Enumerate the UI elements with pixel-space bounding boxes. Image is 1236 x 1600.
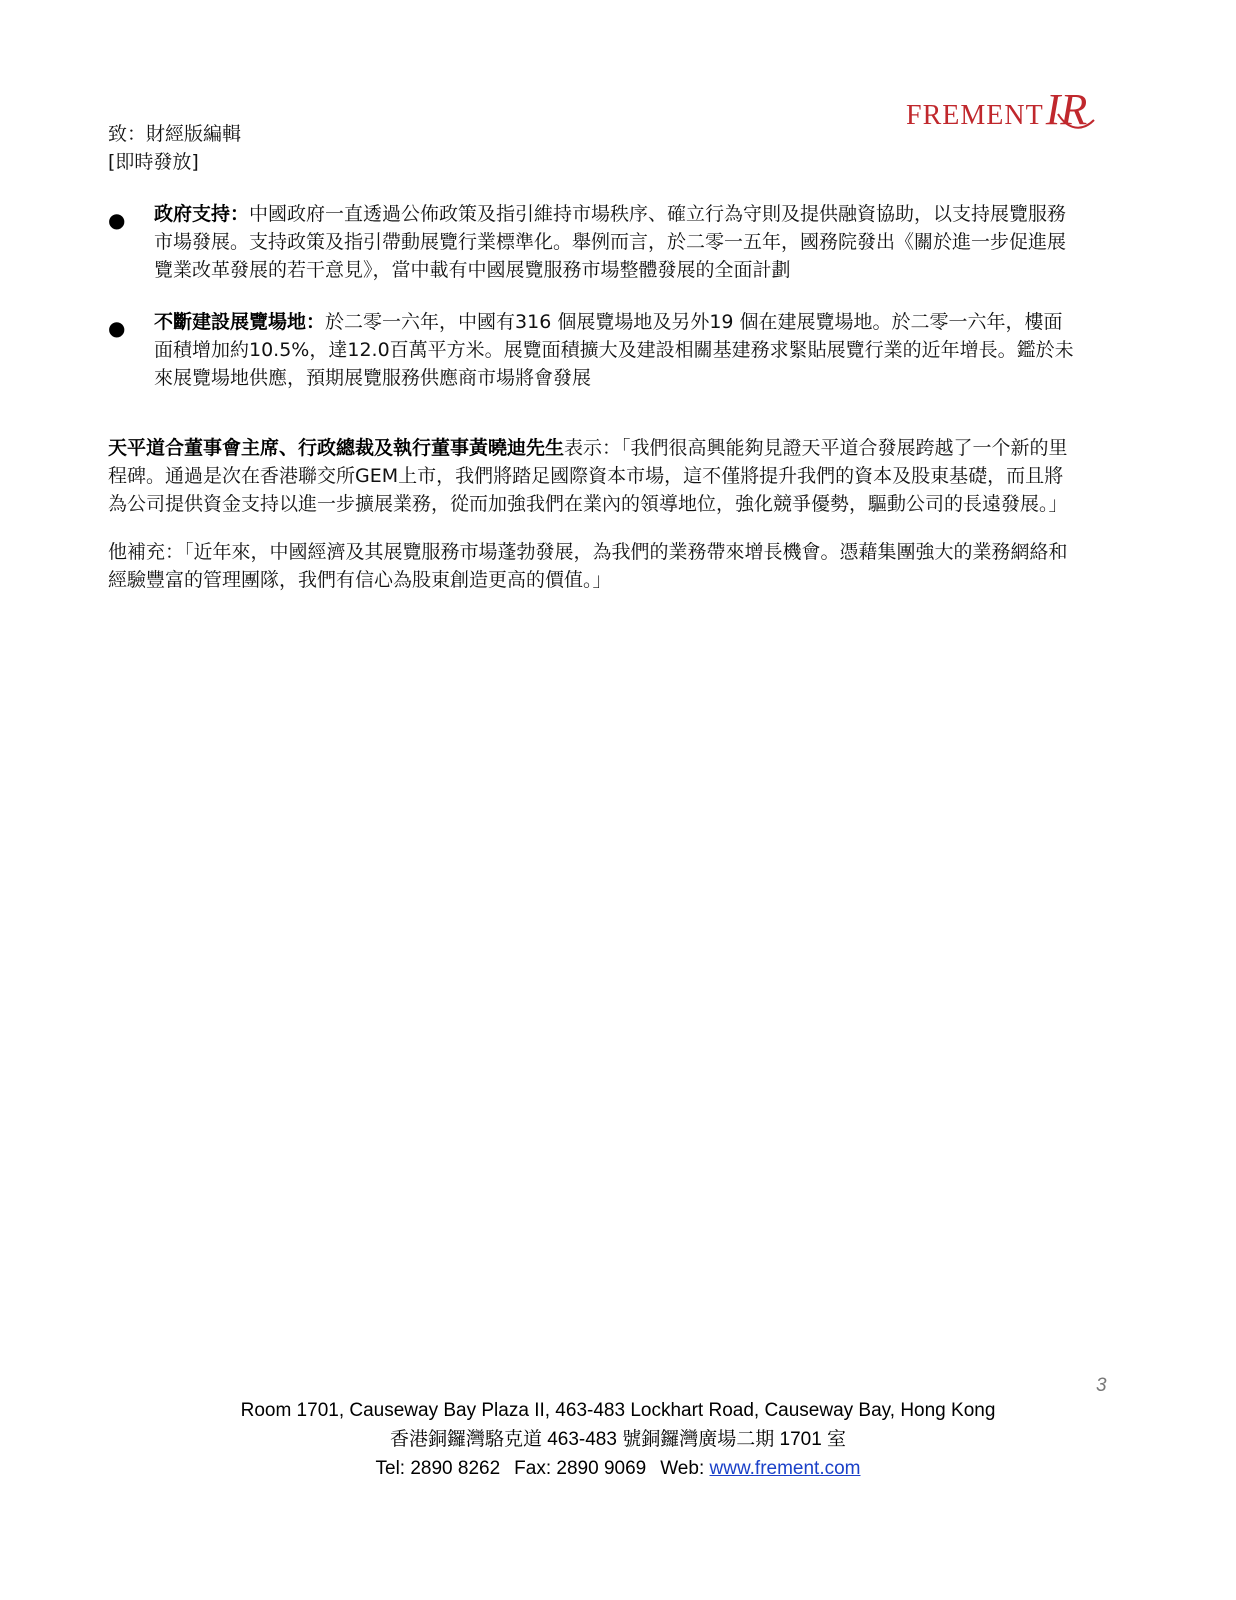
page-number: 3 [1096,1375,1107,1396]
letter-header [108,120,241,176]
bullet-icon: ● [108,208,126,232]
quote-line [108,434,1128,462]
remark-line: 經驗豐富的管理團隊，我們有信心為股東創造更高的價值。」 [108,569,612,591]
recipient-line: 致：財經版編輯 [108,123,242,145]
bullet-icon: ● [108,316,126,340]
bullet-line: 市場發展。支持政策及指引帶動展覽行業標準化。舉例而言，於二零一五年，國務院發出《關於進一步促進展 [154,231,1067,253]
quote-speaker: 天平道合董事會主席、行政總裁及執行董事黃曉迪先生 [108,437,565,459]
quote-line: 為公司提供資金支持以進一步擴展業務，從而加強我們在業內的領導地位，強化競爭優勢，驅動公司的長遠發展。」 [108,493,1068,515]
release-line: [即時發放] [108,151,199,173]
additional-remarks [108,538,1128,594]
footer [0,1396,1236,1483]
logo-ir: IR [1045,85,1088,134]
logo-swoosh-icon [1056,110,1096,132]
bullet-text: 於二零一六年，中國有316 個展覽場地及另外19 個在建展覽場地。於二零一六年，樓面 [325,311,1063,333]
bullet-line: 面積增加約10.5%，達12.0百萬平方米。展覽面積擴大及建設相關基建務求緊貼展覽行業的近年增長。鑑於未 [154,339,1074,361]
bullet-text: 中國政府一直透過公佈政策及指引維持市場秩序、確立行為守則及提供融資協助，以支持展覽服務 [249,203,1067,225]
quote-line: 程碑。通過是次在香港聯交所GEM上市，我們將踏足國際資本市場，這不僅將提升我們的資本及股東基礎，而且將 [108,465,1064,487]
chairman-quote [108,434,1128,518]
footer-web-label: Web: [660,1458,705,1479]
bullet-title: 政府支持： [154,203,250,225]
footer-tel: Tel: 2890 8262 [375,1458,501,1479]
footer-contact [0,1454,1236,1483]
bullet-line: 覽業改革發展的若干意見》，當中載有中國展覽服務市場整體發展的全面計劃 [154,259,791,281]
bullet-venue-construction [108,308,1118,392]
bullet-title: 不斷建設展覽場地： [154,311,326,333]
logo-text: FREMENT [906,100,1044,131]
footer-address-en: Room 1701, Causeway Bay Plaza II, 463-483 Lockhart Road, Causeway Bay, Hong Kong [240,1400,996,1421]
frement-ir-logo [906,84,1088,134]
website-link[interactable]: www.frement.com [709,1458,861,1479]
quote-text: 表示：「我們很高興能夠見證天平道合發展跨越了一个新的里 [564,437,1068,459]
remark-line: 他補充：「近年來，中國經濟及其展覽服務市場蓬勃發展，為我們的業務帶來增長機會。憑藉集團強大的業務網絡和 [108,541,1068,563]
bullet-line: 來展覽場地供應，預期展覽服務供應商市場將會發展 [154,367,592,389]
bullet-line [154,200,1118,228]
footer-fax: Fax: 2890 9069 [514,1458,647,1479]
bullet-line [154,308,1118,336]
footer-address-zh: 香港銅鑼灣駱克道 463-483 號銅鑼灣廣場二期 1701 室 [389,1429,847,1450]
bullet-government-support [108,200,1118,284]
